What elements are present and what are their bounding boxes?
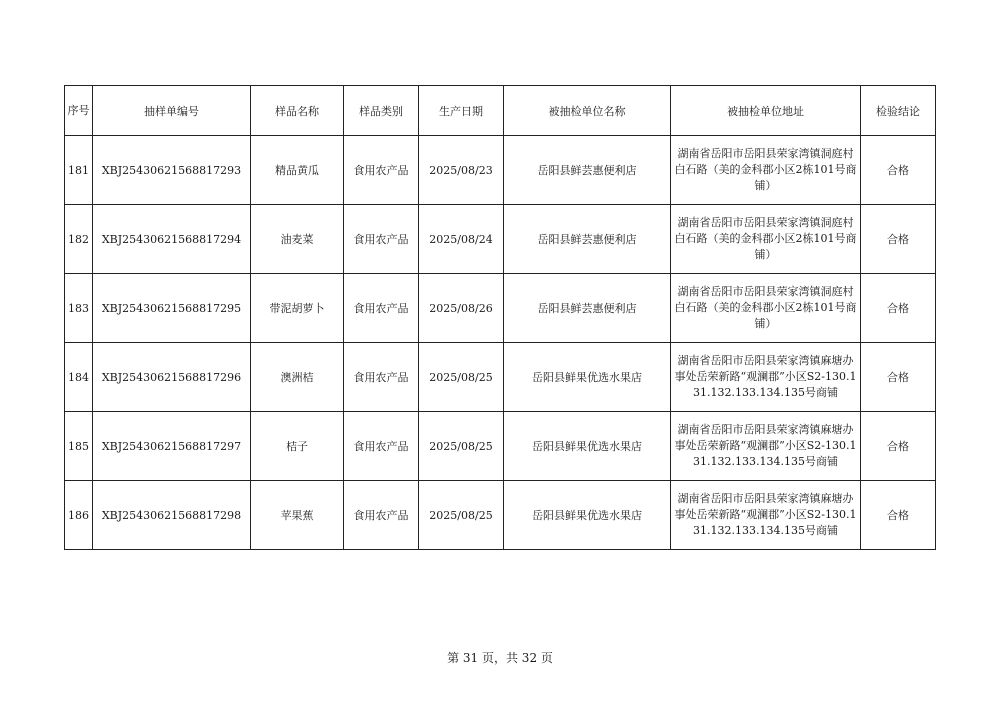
cell-seq: 185 [65,412,93,481]
cell-sample-code: XBJ25430621568817294 [93,205,251,274]
cell-inspection-result: 合格 [861,136,936,205]
cell-inspection-result: 合格 [861,274,936,343]
cell-sample-category: 食用农产品 [344,481,419,550]
cell-seq: 183 [65,274,93,343]
cell-seq: 186 [65,481,93,550]
cell-sample-code: XBJ25430621568817298 [93,481,251,550]
cell-production-date: 2025/08/23 [419,136,504,205]
cell-sample-category: 食用农产品 [344,136,419,205]
header-sample-code: 抽样单编号 [93,86,251,136]
cell-seq: 182 [65,205,93,274]
cell-inspected-unit: 岳阳县鲜果优选水果店 [504,343,671,412]
cell-unit-address: 湖南省岳阳市岳阳县荣家湾镇麻塘办事处岳荣新路“观澜郡”小区S2-130.131.132.133.134.135号商铺 [671,481,861,550]
cell-sample-name: 带泥胡萝卜 [251,274,344,343]
header-production-date: 生产日期 [419,86,504,136]
cell-production-date: 2025/08/25 [419,412,504,481]
cell-sample-code: XBJ25430621568817295 [93,274,251,343]
cell-inspection-result: 合格 [861,481,936,550]
cell-seq: 181 [65,136,93,205]
cell-unit-address: 湖南省岳阳市岳阳县荣家湾镇麻塘办事处岳荣新路“观澜郡”小区S2-130.131.132.133.134.135号商铺 [671,412,861,481]
cell-production-date: 2025/08/24 [419,205,504,274]
table-row [65,205,936,274]
cell-production-date: 2025/08/26 [419,274,504,343]
table-row [65,412,936,481]
header-unit-address: 被抽检单位地址 [671,86,861,136]
cell-sample-name: 澳洲桔 [251,343,344,412]
cell-sample-name: 桔子 [251,412,344,481]
cell-unit-address: 湖南省岳阳市岳阳县荣家湾镇洞庭村白石路（美的金科郡小区2栋101号商铺） [671,205,861,274]
cell-seq: 184 [65,343,93,412]
cell-inspected-unit: 岳阳县鲜芸惠便利店 [504,205,671,274]
cell-sample-category: 食用农产品 [344,205,419,274]
cell-unit-address: 湖南省岳阳市岳阳县荣家湾镇麻塘办事处岳荣新路“观澜郡”小区S2-130.131.132.133.134.135号商铺 [671,343,861,412]
cell-inspection-result: 合格 [861,343,936,412]
cell-inspected-unit: 岳阳县鲜芸惠便利店 [504,136,671,205]
table-body [65,136,936,550]
cell-sample-code: XBJ25430621568817293 [93,136,251,205]
table-row [65,481,936,550]
header-inspection-result: 检验结论 [861,86,936,136]
cell-inspected-unit: 岳阳县鲜芸惠便利店 [504,274,671,343]
sampling-result-table [64,85,936,550]
cell-production-date: 2025/08/25 [419,481,504,550]
cell-sample-code: XBJ25430621568817296 [93,343,251,412]
header-sample-category: 样品类别 [344,86,419,136]
cell-inspected-unit: 岳阳县鲜果优选水果店 [504,412,671,481]
cell-inspection-result: 合格 [861,412,936,481]
header-inspected-unit: 被抽检单位名称 [504,86,671,136]
page-number: 第 31 页，共 32 页 [447,651,553,665]
table-row [65,343,936,412]
table-row [65,136,936,205]
cell-unit-address: 湖南省岳阳市岳阳县荣家湾镇洞庭村白石路（美的金科郡小区2栋101号商铺） [671,274,861,343]
cell-sample-category: 食用农产品 [344,274,419,343]
cell-inspected-unit: 岳阳县鲜果优选水果店 [504,481,671,550]
cell-production-date: 2025/08/25 [419,343,504,412]
header-sample-name: 样品名称 [251,86,344,136]
table-row [65,274,936,343]
header-row [65,86,936,136]
header-seq: 序号 [65,86,93,136]
cell-sample-category: 食用农产品 [344,412,419,481]
cell-sample-name: 油麦菜 [251,205,344,274]
cell-sample-name: 苹果蕉 [251,481,344,550]
cell-inspection-result: 合格 [861,205,936,274]
cell-sample-name: 精品黄瓜 [251,136,344,205]
cell-sample-code: XBJ25430621568817297 [93,412,251,481]
cell-sample-category: 食用农产品 [344,343,419,412]
cell-unit-address: 湖南省岳阳市岳阳县荣家湾镇洞庭村白石路（美的金科郡小区2栋101号商铺） [671,136,861,205]
table-header [65,86,936,136]
